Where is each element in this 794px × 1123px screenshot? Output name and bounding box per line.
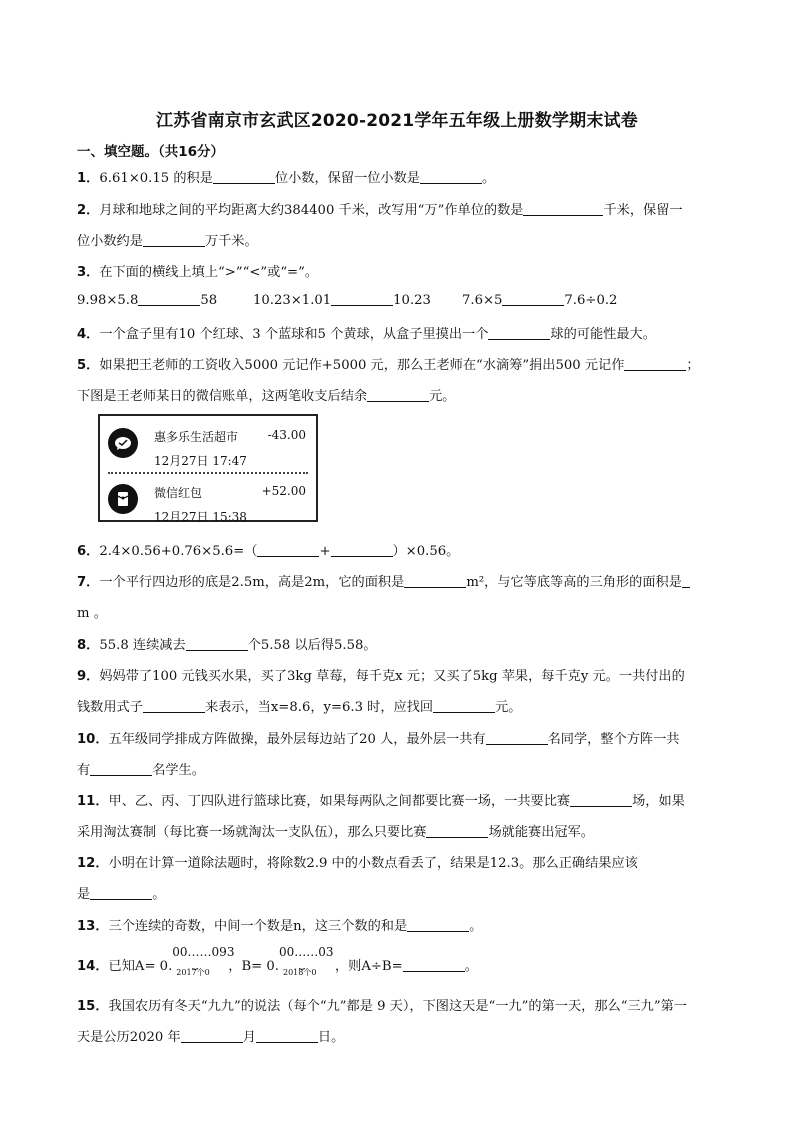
bill-time: 12月27日 17:47 — [154, 454, 247, 468]
red-packet-icon — [108, 484, 138, 514]
question-15: 15．我国农历有冬天“九九”的说法（每个“九”都是 9 天），下图这天是“一九”的第一天，那么“三九”第一 — [77, 999, 687, 1014]
page-title: 江苏省南京市玄武区2020-2021学年五年级上册数学期末试卷 — [156, 111, 638, 131]
answer-blank[interactable] — [186, 637, 248, 651]
question-3-expr-3: 7.6×5 7.6÷0.2 — [462, 293, 618, 308]
answer-blank[interactable] — [403, 958, 465, 972]
divider — [108, 472, 308, 474]
bill-amount: -43.00 — [267, 428, 306, 442]
repeating-decimal-a: 00……093 ⏟ 2017个0 — [172, 945, 235, 977]
question-13: 13．三个连续的奇数，中间一个数是n，这三个数的和是 。 — [77, 919, 483, 934]
section-heading: 一、填空题。（共16分） — [77, 144, 225, 160]
question-7-cont: m 。 — [77, 606, 107, 621]
question-2-cont: 位小数约是 万千米。 — [77, 234, 258, 249]
question-2: 2．月球和地球之间的平均距离大约384400 千米，改写用“万”作单位的数是 千米，保留一 — [77, 203, 683, 218]
question-3-expr-2: 10.23×1.01 10.23 — [253, 293, 431, 308]
question-9-cont: 钱数用式子 来表示，当x=8.6，y=6.3 时，应找回 元。 — [77, 700, 522, 715]
question-7: 7．一个平行四边形的底是2.5m，高是2m，它的面积是 m²，与它等底等高的三角形的面积是 — [77, 571, 690, 590]
question-1: 1．6.61×0.15 的积是 位小数，保留一位小数是 。 — [77, 171, 496, 186]
question-4: 4．一个盒子里有10 个红球、3 个蓝球和5 个黄球，从盒子里摸出一个 球的可能性最大。 — [77, 327, 656, 342]
bill-merchant: 微信红包 — [154, 486, 203, 500]
answer-blank[interactable] — [331, 292, 393, 306]
answer-blank[interactable] — [256, 1029, 318, 1043]
answer-blank[interactable] — [138, 292, 200, 306]
answer-blank[interactable] — [426, 824, 488, 838]
answer-blank[interactable] — [682, 574, 690, 588]
answer-blank[interactable] — [367, 388, 429, 402]
question-11: 11．甲、乙、丙、丁四队进行篮球比赛，如果每两队之间都要比赛一场，一共要比赛 场，如果 — [77, 794, 685, 809]
question-3: 3．在下面的横线上填上“>”“<”或“=”。 — [77, 265, 319, 280]
question-15-cont: 天是公历2020 年 月 日。 — [77, 1030, 345, 1045]
answer-blank[interactable] — [90, 762, 152, 776]
answer-blank[interactable] — [486, 731, 548, 745]
answer-blank[interactable] — [213, 170, 275, 184]
answer-blank[interactable] — [404, 574, 466, 588]
question-6: 6．2.4×0.56+0.76×5.6=（ + ）×0.56。 — [77, 544, 460, 559]
bill-merchant: 惠多乐生活超市 — [154, 430, 239, 444]
answer-blank[interactable] — [181, 1029, 243, 1043]
answer-blank[interactable] — [523, 202, 603, 216]
wechat-bill — [98, 414, 318, 522]
bill-amount: +52.00 — [261, 484, 306, 498]
bill-time: 12月27日 15:38 — [154, 510, 247, 524]
answer-blank[interactable] — [331, 543, 393, 557]
question-10-cont: 有 名学生。 — [77, 763, 205, 778]
question-5-cont: 下图是王老师某日的微信账单，这两笔收支后结余 元。 — [77, 389, 456, 404]
answer-blank[interactable] — [90, 886, 152, 900]
answer-blank[interactable] — [433, 699, 495, 713]
question-12-cont: 是 。 — [77, 887, 166, 902]
answer-blank[interactable] — [143, 233, 205, 247]
answer-blank[interactable] — [407, 918, 469, 932]
question-10: 10．五年级同学排成方阵做操，最外层每边站了20 人，最外层一共有 名同学，整个方阵一共 — [77, 732, 680, 747]
question-8: 8．55.8 连续减去 个5.58 以后得5.58。 — [77, 638, 377, 653]
question-14: 14．已知A= 0. 00……093 ⏟ 2017个0 ，B= 0. 00……03 ⏟ 2018个0 ，则A÷B= 。 — [77, 945, 478, 977]
answer-blank[interactable] — [257, 543, 319, 557]
question-3-expr-1: 9.98×5.8 58 — [77, 293, 218, 308]
answer-blank[interactable] — [420, 170, 482, 184]
repeating-decimal-b: 00……03 ⏟ 2018个0 — [278, 945, 334, 977]
answer-blank[interactable] — [570, 793, 632, 807]
answer-blank[interactable] — [488, 326, 550, 340]
answer-blank[interactable] — [624, 357, 686, 371]
question-11-cont: 采用淘汰赛制（每比赛一场就淘汰一支队伍），那么只要比赛 场就能赛出冠军。 — [77, 825, 594, 840]
answer-blank[interactable] — [143, 699, 205, 713]
bill-row — [100, 422, 316, 472]
question-5: 5．如果把王老师的工资收入5000 元记作+5000 元，那么王老师在“水滴筹”捐出500 元记作 ； — [77, 358, 700, 373]
question-9: 9．妈妈带了100 元钱买水果，买了3kg 草莓，每千克x 元；又买了5kg 苹果，每千克y 元。一共付出的 — [77, 669, 685, 684]
answer-blank[interactable] — [502, 292, 564, 306]
chat-bubble-icon — [108, 428, 138, 458]
bill-row — [100, 478, 316, 528]
question-12: 12．小明在计算一道除法题时，将除数2.9 中的小数点看丢了，结果是12.3。那么正确结果应该 — [77, 856, 638, 871]
